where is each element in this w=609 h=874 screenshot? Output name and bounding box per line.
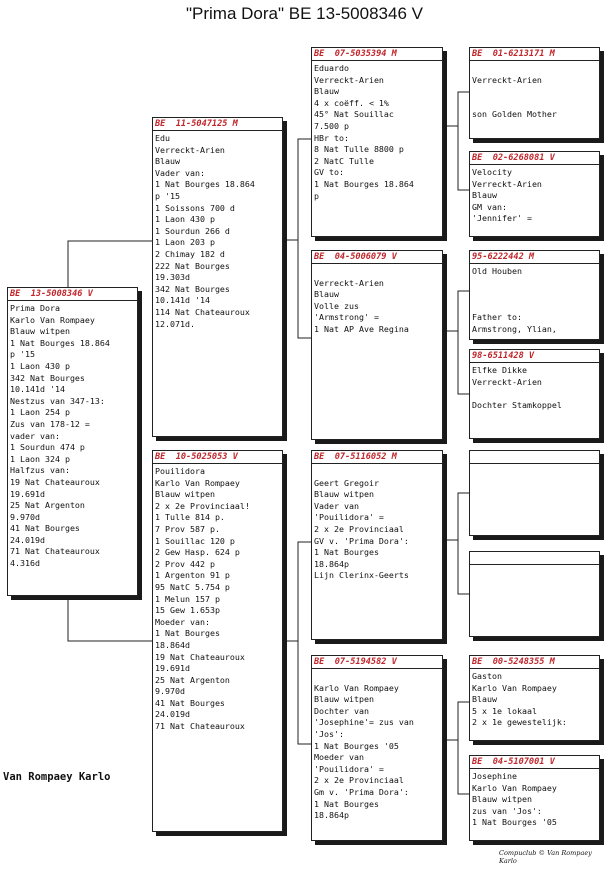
pigeon-detail-line: Gm v. 'Prima Dora': (314, 786, 409, 797)
pigeon-detail-line: 19.691d (155, 663, 190, 674)
pigeon-detail-line: 1 Laon 203 p (155, 237, 215, 248)
pigeon-detail-line: Josephine (472, 771, 517, 781)
pigeon-detail-line (314, 266, 441, 278)
pigeon-card-dam-dam (311, 655, 443, 841)
footer-credit: Compuclub © Van Rompaey Karlo (499, 849, 592, 865)
pigeon-detail-line: GV to: (314, 167, 344, 178)
ring-number: BE 07-5194582 V (312, 656, 442, 669)
pigeon-detail-line: p '15 (10, 349, 35, 360)
pigeon-detail-line: 1 Laon 430 p (155, 214, 215, 225)
pigeon-card-sire (152, 117, 283, 437)
pigeon-detail-line: Blauw (472, 190, 497, 201)
pigeon-detail-line: Karlo Van Rompaey (314, 682, 399, 693)
pigeon-detail-line: Blauw witpen (314, 489, 374, 500)
pigeon-detail-line: 1 Melun 157 p (155, 593, 220, 604)
pigeon-detail-line: Blauw (472, 694, 497, 705)
pigeon-detail-line: Zus van 178-12 = (10, 418, 90, 429)
pigeon-detail-line: Nestzus van 347-13: (10, 395, 105, 406)
pigeon-detail-line: 4.316d (10, 558, 40, 569)
ring-number: BE 00-5248355 M (470, 656, 599, 669)
pigeon-detail-line: 71 Nat Chateauroux (155, 721, 245, 732)
pigeon-detail-line: 'Armstrong' = (314, 312, 379, 323)
pigeon-detail-line: 2 x 2e Provinciaal (314, 775, 404, 786)
pigeon-detail-line: 95 NatC 5.754 p (155, 581, 230, 592)
pigeon-detail-line: GM van: (472, 201, 507, 212)
pedigree-title: "Prima Dora" BE 13-5008346 V (186, 4, 423, 23)
pigeon-detail-line: 2 Prov 442 p (155, 558, 215, 569)
pigeon-detail-line: GV v. 'Prima Dora': (314, 535, 409, 546)
pigeon-detail-line: 1 Nat Bourges 18.864 (10, 337, 110, 348)
pigeon-detail-line (314, 671, 441, 683)
ring-number (470, 552, 599, 565)
pigeon-card-dss (469, 450, 600, 536)
pigeon-detail-line: Eduardo (314, 63, 349, 73)
pigeon-card-dsd (469, 551, 600, 637)
pigeon-details (312, 669, 442, 822)
pigeon-detail-line: Blauw witpen (472, 794, 532, 805)
pigeon-detail-line: 2 Chimay 182 d (155, 248, 225, 259)
ring-number: BE 13-5008346 V (8, 288, 137, 301)
pigeon-detail-line: Geert Gregoir (314, 477, 379, 488)
pigeon-detail-line: 71 Nat Chateauroux (10, 546, 100, 557)
pigeon-detail-line: 1 Souillac 120 p (155, 535, 235, 546)
pigeon-detail-line: 8 Nat Tulle 8800 p (314, 144, 404, 155)
pigeon-card-ddd (469, 755, 600, 841)
pigeon-detail-line: Karlo Van Rompaey (472, 682, 557, 693)
pigeon-details (470, 464, 599, 466)
pigeon-detail-line: 1 Nat Bourges (314, 547, 379, 558)
pigeon-detail-line: p '15 (155, 190, 180, 201)
pigeon-detail-line: 342 Nat Bourges (155, 283, 230, 294)
pigeon-detail-line (472, 86, 598, 98)
pigeon-detail-line: Volle zus (314, 300, 359, 311)
ring-number: BE 07-5035394 M (312, 48, 442, 61)
pigeon-detail-line: 15 Gew 1.653p (155, 605, 220, 616)
pigeon-detail-line: Dochter Stamkoppel (472, 399, 562, 410)
pigeon-card-sds (469, 250, 600, 340)
pigeon-detail-line: 'Pouilidora' = (314, 512, 384, 523)
pigeon-detail-line: 1 Nat Bourges '05 (472, 817, 557, 828)
ring-number (470, 451, 599, 464)
pigeon-card-dam-sire (311, 450, 443, 640)
pigeon-card-dds (469, 655, 600, 741)
pigeon-detail-line: Verreckt-Arien (472, 178, 542, 189)
pigeon-detail-line (472, 98, 598, 110)
pigeon-detail-line: 19.691d (10, 488, 45, 499)
pigeon-detail-line: 9.970d (10, 511, 40, 522)
pigeon-detail-line: Blauw (314, 289, 339, 300)
pigeon-detail-line: Pouilidora (155, 466, 205, 476)
pigeon-detail-line: 10.141d '14 (155, 295, 210, 306)
pigeon-card-sss (469, 47, 600, 139)
pigeon-detail-line: 25 Nat Argenton (155, 674, 230, 685)
pigeon-detail-line: Velocity (472, 167, 512, 177)
pigeon-details (153, 131, 282, 330)
pigeon-card-sdd (469, 349, 600, 439)
pigeon-details (470, 565, 599, 567)
pigeon-detail-line: 10.141d '14 (10, 384, 65, 395)
pigeon-detail-line: 2 x 1e gewestelijk: (472, 717, 567, 728)
pigeon-detail-line: 24.019d (10, 534, 45, 545)
pigeon-details (312, 61, 442, 202)
ring-number: 98-6511428 V (470, 350, 599, 363)
pigeon-details (8, 301, 137, 570)
pigeon-details (470, 363, 599, 411)
pigeon-detail-line: Lijn Clerinx-Geerts (314, 570, 409, 581)
pigeon-details (312, 264, 442, 336)
pigeon-detail-line: son Golden Mother (472, 109, 557, 120)
pigeon-detail-line: 'Jos': (314, 728, 344, 739)
ring-number: BE 01-6213171 M (470, 48, 599, 61)
pigeon-card-sire-dam (311, 250, 443, 440)
pigeon-detail-line: Blauw witpen (155, 489, 215, 500)
pigeon-detail-line: Vader van: (155, 167, 205, 178)
pigeon-detail-line: 114 Nat Chateauroux (155, 306, 250, 317)
pigeon-detail-line: Moeder van: (155, 616, 210, 627)
pigeon-detail-line: Blauw (155, 156, 180, 167)
pigeon-detail-line: Halfzus van: (10, 465, 70, 476)
pigeon-detail-line: 1 Laon 254 p (10, 407, 70, 418)
pigeon-detail-line: Verreckt-Arien (472, 376, 542, 387)
pigeon-card-dam (152, 450, 283, 832)
pigeon-detail-line: 41 Nat Bourges (10, 523, 80, 534)
pigeon-detail-line: Blauw witpen (314, 694, 374, 705)
pigeon-detail-line: 2 x 2e Provinciaal! (155, 500, 250, 511)
pigeon-detail-line (314, 466, 441, 478)
pigeon-detail-line: 1 Argenton 91 p (155, 570, 230, 581)
pigeon-detail-line: Old Houben (472, 266, 522, 276)
pigeon-details (153, 464, 282, 733)
pigeon-detail-line: Verreckt-Arien (472, 74, 542, 85)
pigeon-detail-line: Edu (155, 133, 170, 143)
pigeon-detail-line: Karlo Van Rompaey (472, 782, 557, 793)
pigeon-detail-line: 4 x coëff. < 1% (314, 97, 389, 108)
pigeon-detail-line: 1 Laon 430 p (10, 360, 70, 371)
pigeon-detail-line: Gaston (472, 671, 502, 681)
pigeon-detail-line: 24.019d (155, 709, 190, 720)
ring-number: BE 07-5116052 M (312, 451, 442, 464)
pigeon-detail-line: 9.970d (155, 686, 185, 697)
pigeon-detail-line (472, 278, 598, 290)
pigeon-details (470, 769, 599, 829)
pigeon-detail-line: Prima Dora (10, 303, 60, 313)
pigeon-detail-line: p (314, 190, 319, 201)
pigeon-detail-line: 1 Nat Bourges 18.864 (314, 178, 414, 189)
pigeon-detail-line: 41 Nat Bourges (155, 697, 225, 708)
pigeon-detail-line: 19.303d (155, 272, 190, 283)
pigeon-detail-line: Elfke Dikke (472, 365, 527, 375)
pigeon-detail-line: Verreckt-Arien (155, 144, 225, 155)
pigeon-detail-line: 1 Laon 324 p (10, 453, 70, 464)
ring-number: BE 11-5047125 M (153, 118, 282, 131)
pigeon-detail-line: 342 Nat Bourges (10, 372, 85, 383)
ring-number: BE 04-5107001 V (470, 756, 599, 769)
pigeon-detail-line: 2 Gew Hasp. 624 p (155, 547, 240, 558)
pigeon-detail-line: 1 Nat AP Ave Regina (314, 323, 409, 334)
pigeon-detail-line: 'Josephine'= zus van (314, 717, 414, 728)
pigeon-detail-line: 18.864p (314, 558, 349, 569)
pigeon-details (312, 464, 442, 582)
pigeon-detail-line: 1 Tulle 814 p. (155, 512, 225, 523)
pigeon-detail-line: Dochter van (314, 705, 369, 716)
pigeon-detail-line: 'Pouilidora' = (314, 763, 384, 774)
ring-number: BE 10-5025053 V (153, 451, 282, 464)
pigeon-detail-line: 222 Nat Bourges (155, 260, 230, 271)
pigeon-detail-line (472, 388, 598, 400)
pigeon-detail-line: 1 Soissons 700 d (155, 202, 235, 213)
pigeon-details (470, 61, 599, 121)
pigeon-detail-line (472, 301, 598, 313)
pigeon-detail-line: 25 Nat Argenton (10, 500, 85, 511)
pigeon-detail-line: zus van 'Jos': (472, 805, 542, 816)
pigeon-details (470, 165, 599, 225)
pigeon-detail-line: Verreckt-Arien (314, 277, 384, 288)
pigeon-card-sire-sire (311, 47, 443, 237)
pigeon-detail-line: Blauw witpen (10, 326, 70, 337)
pigeon-detail-line: 1 Nat Bourges (314, 798, 379, 809)
pigeon-detail-line: Karlo Van Rompaey (10, 314, 95, 325)
pigeon-detail-line: 19 Nat Chateauroux (155, 651, 245, 662)
pigeon-detail-line: 12.071d. (155, 318, 195, 329)
pigeon-card-ssd (469, 151, 600, 237)
pigeon-detail-line: 18.864d (155, 639, 190, 650)
pigeon-details (470, 264, 599, 336)
pigeon-details (470, 669, 599, 729)
pigeon-detail-line: 5 x 1e lokaal (472, 705, 537, 716)
pigeon-detail-line: 2 x 2e Provinciaal (314, 523, 404, 534)
pigeon-detail-line: Verreckt-Arien (314, 74, 384, 85)
pigeon-card-subject (7, 287, 138, 596)
pigeon-detail-line: Blauw (314, 86, 339, 97)
pigeon-detail-line: Vader van (314, 500, 359, 511)
pigeon-detail-line (472, 63, 598, 75)
pigeon-detail-line: 'Jennifer' = (472, 213, 532, 224)
pigeon-detail-line: 7.500 p (314, 120, 349, 131)
ring-number: BE 02-6268081 V (470, 152, 599, 165)
pigeon-detail-line: 1 Sourdun 266 d (155, 225, 230, 236)
ring-number: BE 04-5006079 V (312, 251, 442, 264)
pigeon-detail-line: vader van: (10, 430, 60, 441)
pigeon-detail-line (472, 289, 598, 301)
ring-number: 95-6222442 M (470, 251, 599, 264)
pigeon-detail-line: HBr to: (314, 132, 349, 143)
pigeon-detail-line: 1 Sourdun 474 p (10, 442, 85, 453)
pigeon-detail-line: 1 Nat Bourges (155, 628, 220, 639)
pigeon-detail-line: Armstrong, Ylian, (472, 323, 557, 334)
pigeon-detail-line: 18.864p (314, 810, 349, 821)
pigeon-detail-line: 2 NatC Tulle (314, 155, 374, 166)
pigeon-detail-line: 7 Prov 587 p. (155, 523, 220, 534)
pigeon-detail-line: 45° Nat Souillac (314, 109, 394, 120)
pigeon-detail-line: Father to: (472, 312, 522, 323)
pigeon-detail-line: Karlo Van Rompaey (155, 477, 240, 488)
pigeon-detail-line: 1 Nat Bourges '05 (314, 740, 399, 751)
pigeon-detail-line: 1 Nat Bourges 18.864 (155, 179, 255, 190)
pigeon-detail-line: Moeder van (314, 752, 364, 763)
pigeon-detail-line: 19 Nat Chateauroux (10, 476, 100, 487)
owner-name: Van Rompaey Karlo (3, 771, 111, 783)
